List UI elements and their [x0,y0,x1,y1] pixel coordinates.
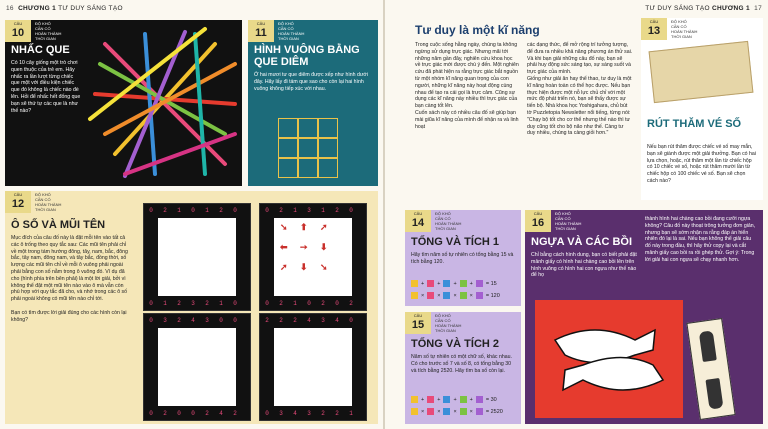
puzzle-body: Chỉ bằng cách hình dung, bạn có biết phải đặt mảnh giấy có hình hai chàng cao bồi lên trên hình vuông có hình hai con ngựa như thế nào để họ [531,252,637,279]
grid-number: 3 [321,317,325,324]
grid-inner [158,218,236,296]
grid-number: 0 [233,300,237,307]
arrow-grid-4 [259,313,367,421]
article-panel [405,18,638,200]
grid-number: 2 [279,300,283,307]
article-column-2: các dạng thức, để mở rộng trí tưởng tượng, để đưa ra nhiều khả năng phương án thử sai. Và khi bạn giải những câu đố này, bạn sẽ phải huy động sức sáng tạo, sự sáng suốt và trực giác của mình. Giống như giải ăn hay thể thao, tư duy là một kĩ năng hoàn toàn có thể học được. Nếu bạn thực hiện được một nỗ lực chủ chỉ với một mức độ phát triển nó, bạn sẽ thấy được sự tiến bộ. Nhà khoa học Yoshigahara, chủ bút tờ Puzzletopia Newsletter nổi tiếng, từng nói: "Chạy bộ tốt cho cơ thể nhưng thế nào thì tư duy cũng tốt cho bộ não như thế. Càng tư duy nhiều, chúng ta càng giỏi hơn." [527,42,633,137]
grid-number: 4 [307,317,311,324]
grid-number: 2 [163,410,167,417]
grid-number: 2 [335,410,339,417]
product-equation: × × × × = 2520 [411,408,503,415]
puzzle-number-badge: CÂU 12 [5,191,31,213]
lottery-ticket-image [649,41,754,103]
grid-number: 2 [335,207,339,214]
puzzle-body: Mục đích của câu đố này là đặt mỗi tên vào tất cả các ô trống theo quy tắc sau: Các mũi tên phải chỉ về một trong tám hướng đông, tây, nam, bắc, đông bắc, tây nam, đông nam, và tây bắc, đồng thời, số lượng các mũi tên chỉ về mỗi ô vuông phải ngoài phải bằng con số nằm trong ô vuông đó. Ví dụ đã cho (hình phía trên bên phải) là một lời giải, bởi vì không thể đặt một mũi tên nào vào ô mà vẫn còn phù hợp với quy tắc đã cho, và nhớ trong các ô số phải ngoài không có mũi tên nào chỉ tới. Bạn có tìm được lời giải đúng cho các hình còn lại không? [11,235,128,323]
grid-number: 3 [307,410,311,417]
puzzle-number-badge: CÂU 16 [525,210,551,232]
arrow-grid-3 [143,313,251,421]
grid-number: 2 [205,410,209,417]
matchstick-square [298,158,318,178]
horses-card [535,300,683,418]
matchstick-square [298,118,318,138]
puzzle-meta: ĐỘ KHÓ CẦN CÓ HOÀN THÀNH THỜI GIAN [435,211,462,231]
grid-number: 0 [191,410,195,417]
grid-number: 1 [219,300,223,307]
grid-number: 2 [279,207,283,214]
arrow-icon: ➚ [280,262,288,272]
puzzle-title: NHẤC QUE [11,44,70,56]
grid-number: 0 [191,207,195,214]
puzzle-body-continued: thành hình hai chàng cao bồi đang cưỡi ngựa không? Câu đố này thoạt trông tưởng đơn giản, nhưng bạn sẽ sớm nhận ra rằng đáp án hiển nhiên đó lại là sai. Nếu bạn không thể giải câu đố này trong đầu, thì hãy thử copy lại và cắt mảnh giấy cao bồi ra rồi ghép thử. Gợi ý: Trong lời giải hai con ngựa sẽ chạy nhanh hơn. [645,216,756,263]
horse-illustration [535,300,683,418]
left-page [0,0,383,429]
puzzle-number-badge: CÂU 13 [641,18,667,40]
grid-number: 2 [205,300,209,307]
running-header-right: TƯ DUY SÁNG TẠO CHƯƠNG 1 17 [645,5,762,12]
grid-number: 2 [321,410,325,417]
cowboy-2-icon [705,378,723,410]
puzzle-title: TỔNG VÀ TÍCH 1 [411,236,500,248]
grid-number: 4 [191,317,195,324]
arrow-icon: ➘ [320,262,328,272]
horse-2 [563,358,663,391]
grid-number: 2 [177,300,181,307]
grid-number: 2 [279,317,283,324]
puzzle-number-badge: CÂU 11 [248,20,274,42]
puzzle-number-badge: CÂU 15 [405,312,431,334]
pick-up-sticks-illustration [85,24,240,182]
matchstick-square [278,118,298,138]
matchstick-square [318,118,338,138]
puzzle-title: Ô SỐ VÀ MŨI TÊN [11,219,106,231]
puzzle-14-panel [405,210,521,306]
puzzle-title: NGỰA VÀ CÁC BỒI [531,236,632,248]
arrow-icon: ➘ [280,222,288,232]
puzzle-body: Hãy tìm năm số tự nhiên có tổng bằng 15 và tích bằng 120. [411,252,514,265]
puzzle-body: Có 10 cây giống một trò chơi quen thuộc của trẻ em. Hãy nhấc ra lần lượt từng chiếc que một với điều kiện chiếc que đó không là chiếc nào đè lên. Hỏi để nhấc hết đống que bạn sẽ thứ tự các que là như thế nào? [11,60,81,114]
article-title: Tư duy là một kĩ năng [415,23,540,37]
grid-number: 2 [177,317,181,324]
cowboy-1-icon [699,330,717,362]
arrow-icon: ⬆ [300,222,308,232]
matchstick-square [278,138,298,158]
grid-inner [274,328,352,406]
grid-number: 3 [307,207,311,214]
puzzle-number-badge: CÂU 14 [405,210,431,232]
puzzle-meta: ĐỘ KHÓ CẦN CÓ HOÀN THÀNH THỜI GIAN [671,19,698,39]
grid-number: 3 [205,317,209,324]
arrow-icon: ➚ [320,222,328,232]
puzzle-15-panel [405,312,521,424]
puzzle-body: Nếu bạn rút thăm được chiếc vé số may mắn, bạn sẽ giành được một giải thưởng. Bạn có hai lựa chọn, hoặc, rút thăm một lần từ chiếc hộp có 10 chiếc vé số, hoặc rút thăm mười lần từ chiếc hộp có 100 chiếc vé số. Bạn sẽ chọn cách nào? [647,144,756,184]
matchstick-square [278,158,298,178]
right-page [385,0,768,429]
grid-number: 0 [349,207,353,214]
puzzle-meta: ĐỘ KHÓ CẦN CÓ HOÀN THÀNH THỜI GIAN [35,192,62,212]
grid-number: 1 [321,207,325,214]
puzzle-title: HÌNH VUÔNG BẰNG QUE DIÊM [254,44,360,68]
matchstick-square [318,138,338,158]
arrow-grid-1 [143,203,251,311]
grid-number: 2 [265,317,269,324]
puzzle-meta: ĐỘ KHÓ CẦN CÓ HOÀN THÀNH THỜI GIAN [35,21,62,41]
stick-7 [105,64,235,134]
matchstick-grid [278,118,338,178]
puzzle-12-panel [5,191,378,424]
grid-number: 0 [233,207,237,214]
arrow-icon: ➙ [300,242,308,252]
grid-number: 1 [177,207,181,214]
puzzle-16-panel [525,210,763,424]
grid-number: 1 [205,207,209,214]
grid-number: 1 [349,410,353,417]
grid-number: 1 [163,300,167,307]
grid-number: 0 [307,300,311,307]
grid-number: 3 [163,317,167,324]
puzzle-meta: ĐỘ KHÓ CẦN CÓ HOÀN THÀNH THỜI GIAN [278,21,305,41]
grid-number: 0 [265,300,269,307]
grid-number: 0 [149,300,153,307]
puzzle-meta: ĐỘ KHÓ CẦN CÓ HOÀN THÀNH THỜI GIAN [555,211,582,231]
sum-equation: + + + + = 30 [411,396,497,403]
puzzle-number-badge: CÂU 10 [5,20,31,42]
cowboys-strip [686,318,735,420]
puzzle-title: TỔNG VÀ TÍCH 2 [411,338,500,350]
running-header-left: 16 CHƯƠNG 1 TƯ DUY SÁNG TẠO [6,5,123,12]
grid-number: 0 [335,300,339,307]
arrow-icon: ⬇ [320,242,328,252]
grid-number: 0 [149,410,153,417]
product-equation: × × × × = 120 [411,292,500,299]
horse-1 [555,330,655,363]
grid-number: 4 [293,410,297,417]
grid-number: 3 [279,410,283,417]
grid-number: 2 [163,207,167,214]
grid-number: 2 [219,207,223,214]
arrow-icon: ⬇ [300,262,308,272]
grid-number: 4 [335,317,339,324]
grid-number: 0 [149,317,153,324]
puzzle-body: Năm số tự nhiên có một chữ số, khác nhau. Có cho trước số 7 và số 8, có tổng bằng 30 và tích bằng 2520. Hãy tìm ba số còn lại. [411,354,512,374]
arrow-grid-example [259,203,367,311]
grid-number: 0 [177,410,181,417]
puzzle-title: RÚT THĂM VÉ SỐ [647,118,742,130]
grid-number: 4 [219,410,223,417]
grid-number: 2 [233,410,237,417]
puzzle-body: Ở hai mươi tư que diêm được xếp như hình dưới đây. Hãy lấy đi tám que sao cho còn lại hai hình vuông không tiếp xúc với nhau. [254,72,368,92]
grid-number: 1 [293,207,297,214]
puzzle-13-panel [641,18,763,200]
grid-number: 0 [349,317,353,324]
grid-number: 0 [149,207,153,214]
matchstick-square [318,158,338,178]
grid-number: 0 [233,317,237,324]
grid-number: 1 [293,300,297,307]
sum-equation: + + + + = 15 [411,280,497,287]
article-column-1: Trong cuộc sống hằng ngày, chúng ta không ngừng sử dụng trực giác. Nhưng mãi tới những năm gần đây, nghiên cứu khoa học về trực giác mới được chú ý đến. Một nghiên cứu đã phát hiện ra rằng trực giác bắt nguồn từ một nhóm kĩ năng quan trọng của con người, những kĩ năng này hoạt động cùng nhau để tạo ra cái gọi là trực cảm. Cũng sự dụng các kĩ năng này nhiều thì trực giác của bạn càng tốt lên. Cuốn sách này có nhiều câu đố sẽ giúp bạn mài giũa kĩ năng của mình để nhận ra và linh hoạt [415,42,519,130]
grid-number: 3 [191,300,195,307]
grid-number: 2 [293,317,297,324]
matchstick-square [298,138,318,158]
puzzle-11-panel [248,20,378,186]
grid-number: 0 [265,207,269,214]
puzzle-10-panel [5,20,242,186]
grid-number: 2 [321,300,325,307]
grid-inner [158,328,236,406]
grid-number: 0 [219,317,223,324]
grid-number: 0 [265,410,269,417]
grid-number: 2 [349,300,353,307]
arrow-icon: ⬅ [280,242,288,252]
puzzle-meta: ĐỘ KHÓ CẦN CÓ HOÀN THÀNH THỜI GIAN [435,313,462,333]
